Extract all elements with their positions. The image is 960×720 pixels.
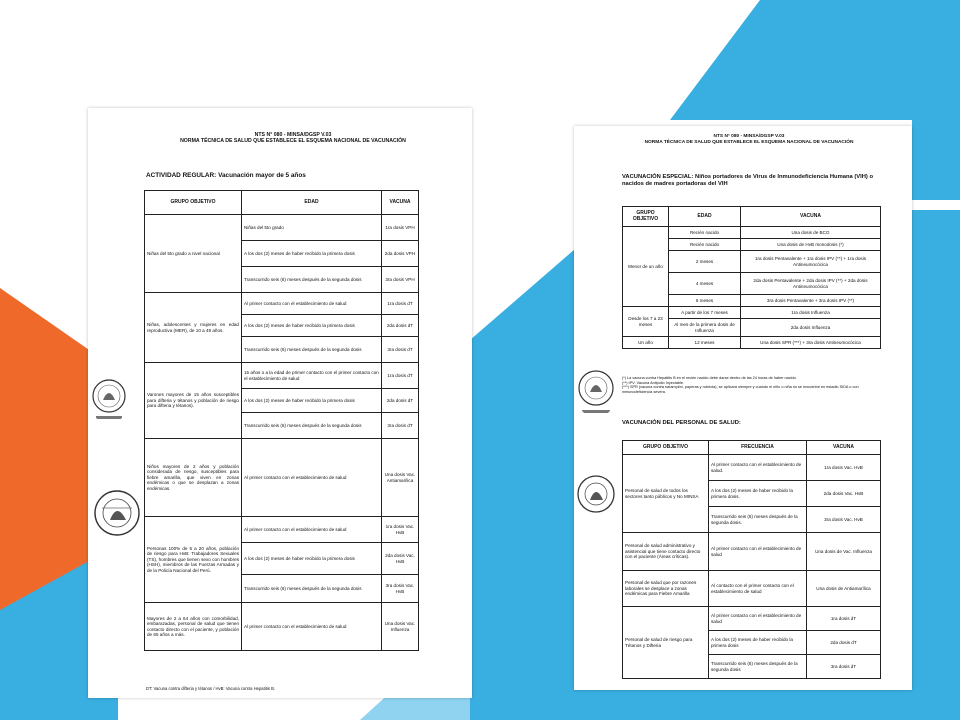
edad-cell: Al primer contacto con el establecimiento de salud bbox=[242, 603, 382, 651]
edad-cell: 2 meses bbox=[669, 251, 741, 273]
vacuna-cell: 1ra dosis dT bbox=[807, 607, 881, 631]
vacuna-cell: Una dosis Vac. Antiamarílica bbox=[382, 439, 419, 517]
header-line-2: NORMA TÉCNICA DE SALUD QUE ESTABLECE EL ESQUEMA NACIONAL DE VACUNACIÓN bbox=[644, 140, 854, 145]
group-cell: Menor de un año bbox=[623, 227, 669, 307]
group-cell: Desde los 7 a 23 meses bbox=[623, 307, 669, 337]
vacuna-cell: 1ra dosis Pentavalente + 1ra dosis IPV (**) + 1ra dosis Antineumocócica bbox=[741, 251, 881, 273]
vacuna-cell: 2da dosis Pentavalente + 2da dosis IPV (**) + 2da dosis Antineumocócica bbox=[741, 273, 881, 295]
official-seal-icon bbox=[90, 378, 128, 424]
vacuna-cell: Una dosis Vac. Influenza bbox=[382, 603, 419, 651]
header-line-2: NORMA TÉCNICA DE SALUD QUE ESTABLECE EL ESQUEMA NACIONAL DE VACUNACIÓN bbox=[180, 138, 406, 145]
vacuna-cell: 1ra dosis Influenza bbox=[741, 307, 881, 319]
edad-cell: A los dos (2) meses de haber recibido la primera dosis bbox=[242, 389, 382, 413]
frecuencia-cell: Transcurrido seis (6) meses después de la segunda dosis. bbox=[709, 507, 807, 533]
vacuna-cell: 2da dosis dT bbox=[807, 631, 881, 655]
vacuna-cell: Una dosis SPR (***) + 3ra dosis Antineumocócica bbox=[741, 337, 881, 349]
column-header: VACUNA bbox=[382, 191, 419, 215]
note-3: (***) SPR (vacuna contra sarampión, paperas y rubéola), se aplicará siempre y cuando el niño o niña no se encuentre en estadio SIDA o con inmunodeficiencia severa. bbox=[622, 385, 859, 394]
vacuna-cell: 2da dosis dT bbox=[382, 315, 419, 337]
vaccination-table bbox=[144, 190, 419, 651]
vacuna-cell: 1ra dosis Vac. HvB bbox=[807, 455, 881, 481]
column-header: GRUPO OBJETIVO bbox=[145, 191, 242, 215]
group-cell: Niños mayores de 2 años y población considerada de riesgo, susceptibles para fiebre amarilla, que viven en zonas endémicas o que se desplazan a zonas endémicas. bbox=[145, 439, 242, 517]
column-header: GRUPO OBJETIVO bbox=[623, 441, 709, 455]
vacuna-cell: 3ra dosis Vac. HvB bbox=[382, 575, 419, 603]
vacuna-cell: 1ra dosis dT bbox=[382, 363, 419, 389]
frecuencia-cell: A los dos (2) meses de haber recibido la primera dosis bbox=[709, 631, 807, 655]
edad-cell: Transcurrido seis (6) meses después de la segunda dosis bbox=[242, 267, 382, 293]
frecuencia-cell: Al primer contacto con el establecimiento de salud bbox=[709, 607, 807, 631]
edad-cell: Niñas del 5to grado bbox=[242, 215, 382, 241]
edad-cell: Recién nacido bbox=[669, 239, 741, 251]
column-header: VACUNA bbox=[741, 207, 881, 227]
edad-cell: Transcurrido seis (6) meses después de la segunda dosis bbox=[242, 337, 382, 363]
edad-cell: Al primer contacto con el establecimiento de salud bbox=[242, 517, 382, 543]
vacuna-cell: Una dosis de HvB monodosis (*) bbox=[741, 239, 881, 251]
vacuna-cell: 1ra dosis dT bbox=[382, 293, 419, 315]
edad-cell: 12 meses bbox=[669, 337, 741, 349]
column-header: FRECUENCIA bbox=[709, 441, 807, 455]
frecuencia-cell: Al primer contacto con el establecimiento de salud bbox=[709, 533, 807, 571]
edad-cell: A los dos (2) meses de haber recibido la primera dosis bbox=[242, 315, 382, 337]
frecuencia-cell: Transcurrido seis (6) meses después de la segunda dosis bbox=[709, 655, 807, 679]
column-header: EDAD bbox=[669, 207, 741, 227]
frecuencia-cell: A los dos (2) meses de haber recibido la primera dosis. bbox=[709, 481, 807, 507]
vacuna-cell: Una dosis de Antiamarílica bbox=[807, 571, 881, 607]
section-title-special: VACUNACIÓN ESPECIAL: Niños portadores de Virus de Inmunodeficiencia Humana (VIH) o nacidos de madres portadoras del VIH bbox=[622, 174, 874, 187]
header bbox=[624, 134, 874, 146]
group-cell: Personal de salud de riesgo para Tétanos y Difteria bbox=[623, 607, 709, 679]
vacuna-cell: 3ra dosis Pentavalente + 3ra dosis IPV (**) bbox=[741, 295, 881, 307]
vacuna-cell: 2da dosis Vac. HvB bbox=[807, 481, 881, 507]
vacuna-cell: 3ra dosis dT bbox=[382, 413, 419, 439]
group-cell: Personal de salud administrativo y asistencial que tiene contacto directo con el paciente (Áreas críticas). bbox=[623, 533, 709, 571]
vacuna-cell: 3ra dosis VPH bbox=[382, 267, 419, 293]
edad-cell: 6 meses bbox=[669, 295, 741, 307]
header-line-1: NTS N° 080 - MINSA/DGSP V.03 bbox=[254, 132, 332, 138]
vacuna-cell: 3ra dosis dT bbox=[382, 337, 419, 363]
vacuna-cell: 2da dosis dT bbox=[382, 389, 419, 413]
notes bbox=[622, 376, 882, 394]
header-line-1: NTS N° 080 - MINSA/DGSP V.03 bbox=[713, 134, 785, 139]
group-cell: Niñas, adolescentes y mujeres en edad reproductiva (MER), de 10 a 49 años. bbox=[145, 293, 242, 363]
column-header: VACUNA bbox=[807, 441, 881, 455]
vacuna-cell: 2da dosis VPH bbox=[382, 241, 419, 267]
group-cell: Personal de salud de todos los sectores tanto públicos y No MINSA bbox=[623, 455, 709, 533]
vacuna-cell: 2da dosis Vac. HvB bbox=[382, 543, 419, 575]
edad-cell: Al primer contacto con el establecimiento de salud bbox=[242, 439, 382, 517]
group-cell: Personas 100% de 5 a 20 años, población de riesgo para HvB: Trabajadores Sexuales (TS), hombres que tienen sexo con hombres (HSH), miembros de las Fuerzas Armadas y de la Policía Nacional del Perú. bbox=[145, 517, 242, 603]
document-page-left bbox=[88, 108, 472, 698]
column-header: GRUPO OBJETIVO bbox=[623, 207, 669, 227]
section-title-staff: VACUNACIÓN DEL PERSONAL DE SALUD: bbox=[622, 420, 741, 426]
column-header: EDAD bbox=[242, 191, 382, 215]
section-title: ACTIVIDAD REGULAR: Vacunación mayor de 5 años bbox=[146, 172, 306, 179]
frecuencia-cell: Al contacto con el primer contacto con el establecimiento de salud bbox=[709, 571, 807, 607]
official-stamp-icon bbox=[92, 478, 142, 548]
group-cell: Niñas del 5to grado a nivel nacional bbox=[145, 215, 242, 293]
edad-cell: A los dos (2) meses de haber recibido la primera dosis bbox=[242, 241, 382, 267]
official-stamp-icon bbox=[576, 466, 616, 526]
vacuna-cell: 2da dosis Influenza bbox=[741, 319, 881, 337]
edad-cell: 4 meses bbox=[669, 273, 741, 295]
staff-vaccination-table bbox=[622, 440, 881, 679]
frecuencia-cell: Al primer contacto con el establecimiento de salud. bbox=[709, 455, 807, 481]
edad-cell: Recién nacido bbox=[669, 227, 741, 239]
vacuna-cell: 1ra dosis Vac. HvB bbox=[382, 517, 419, 543]
note-2: (**) IPV: Vacuna Antipolio Inyectable. bbox=[622, 380, 685, 385]
footnote: DT: Vacuna contra difteria y tétanos / HvB: Vacuna contra Hepatitis B. bbox=[146, 686, 276, 691]
edad-cell: Al primer contacto con el establecimiento de salud bbox=[242, 293, 382, 315]
edad-cell: Al mes de la primera dosis de Influenza bbox=[669, 319, 741, 337]
official-seal-icon bbox=[576, 368, 616, 418]
group-cell: Personal de salud que por razones laborales se desplace a zonas endémicas para Fiebre Amarilla bbox=[623, 571, 709, 607]
edad-cell: Transcurrido seis (6) meses después de la segunda dosis bbox=[242, 413, 382, 439]
header bbox=[148, 132, 438, 145]
vacuna-cell: 3ra dosis Vac. HvB bbox=[807, 507, 881, 533]
note-1: (*) La vacuna contra Hepatitis B en el recién nacido debe darse dentro de las 24 horas de haber nacido. bbox=[622, 376, 797, 380]
special-vaccination-table bbox=[622, 206, 881, 349]
group-cell: Mayores de 2 a 64 años con comorbilidad, embarazadas, personal de salud que tienen contacto directo con el paciente, y población de 65 años a más. bbox=[145, 603, 242, 651]
group-cell: Varones mayores de 15 años susceptibles para difteria y tétanos y población de riesgo para difteria y tétanos). bbox=[145, 363, 242, 439]
edad-cell: Transcurrido seis (6) meses después de la segunda dosis bbox=[242, 575, 382, 603]
vacuna-cell: 3ra dosis dT bbox=[807, 655, 881, 679]
document-page-right bbox=[574, 126, 912, 690]
edad-cell: 15 años o a la edad de primer contacto con el primer contacto con el establecimiento de salud bbox=[242, 363, 382, 389]
vacuna-cell: 1ra dosis VPH bbox=[382, 215, 419, 241]
vacuna-cell: Una dosis de BCG bbox=[741, 227, 881, 239]
vacuna-cell: Una dosis de Vac. Influenza bbox=[807, 533, 881, 571]
group-cell: Un año bbox=[623, 337, 669, 349]
edad-cell: A partir de los 7 meses bbox=[669, 307, 741, 319]
edad-cell: A los dos (2) meses de haber recibido la primera dosis bbox=[242, 543, 382, 575]
